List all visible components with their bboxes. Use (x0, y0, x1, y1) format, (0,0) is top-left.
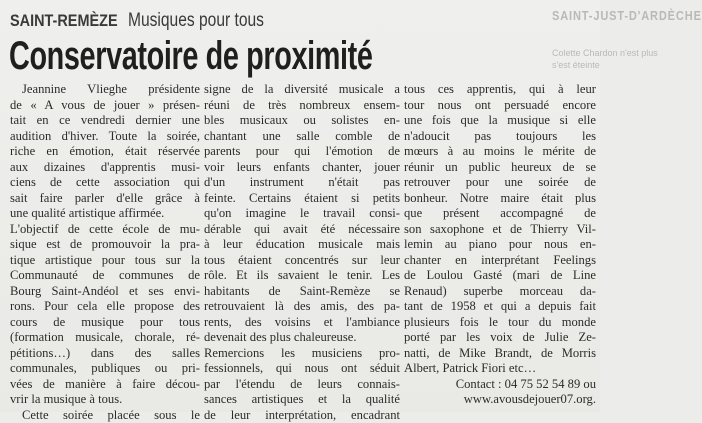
article-kicker (10, 10, 294, 32)
article-text-line: que présent accompagné de (404, 206, 596, 222)
article-column-1 (10, 82, 200, 423)
article-text-line: www.avousdejouer07.org. (404, 392, 596, 408)
article-text-line: retrouvaient là des amis, des pa- (204, 299, 400, 315)
article-text-line: retrouver pour une soirée de (404, 175, 596, 191)
article-text-line: habitants de Saint-Remèze se (204, 284, 400, 300)
article-text-line: de Loulou Gasté (mari de Line (404, 268, 596, 284)
article-text-line: d'un instrument n'était pas (204, 175, 400, 191)
article-text-line: réuni de très nombreux ensem- (204, 98, 400, 114)
article-text-line: à leur éducation musicale mais (204, 237, 400, 253)
article-text-line: qu'on imagine le travail consi- (204, 206, 400, 222)
article-text-line: bonheur. Notre maire était plus (404, 191, 596, 207)
article-text-line: Communauté de communes de (10, 268, 200, 284)
article-text-line: Remercions les musiciens pro- (204, 346, 400, 362)
article-text-line: mœurs à au moins le mérite de (404, 144, 596, 160)
article-column-3 (404, 82, 596, 408)
article-text-line: cours de musique pour tous (10, 315, 200, 331)
article-text-line: Renaud) superbe morceau da- (404, 284, 596, 300)
article-text-line: sique est de promouvoir la pra- (10, 237, 200, 253)
article-text-line: audition d'hiver. Toute la soirée, (10, 129, 200, 145)
article-text-line: porté par les voix de Julie Ze- (404, 330, 596, 346)
article-text-line: ciens de cette association qui (10, 175, 200, 191)
article-headline: Conservatoire de proximité (9, 34, 373, 78)
article-text-line: de « A vous de jouer » présen- (10, 98, 200, 114)
article-text-line: pétitions…) dans des salles (10, 346, 200, 362)
article-text-line: voir leurs enfants chanter, jouer (204, 160, 400, 176)
article-text-line: feinte. Certains étaient si petits (204, 191, 400, 207)
article-text-line: tant de 1958 et qui a depuis fait (404, 299, 596, 315)
article-text-line: une qualité artistique affirmée. (10, 206, 200, 222)
article-text-line: bles musicaux ou solistes en- (204, 113, 400, 129)
article-text-line: riche en émotion, était réservée (10, 144, 200, 160)
article-text-line: aux dizaines d'apprentis musi- (10, 160, 200, 176)
article-text-line: plusieurs fois le tour du monde (404, 315, 596, 331)
neighbouring-article-bleed (548, 0, 608, 80)
article-text-line: son saxophone et de Thierry Vil- (404, 222, 596, 238)
article-text-line: chanter en interprétant Feelings (404, 253, 596, 269)
article-text-line: Albert, Patrick Fiori etc… (404, 361, 596, 377)
article-text-line: Cette soirée placée sous le (10, 408, 200, 423)
article-text-line: sances artistiques et la qualité (204, 392, 400, 408)
article-text-line: rôle. Et ils savaient le tenir. Les (204, 268, 400, 284)
article-text-line: une fois que la musique si elle (404, 113, 596, 129)
article-text-line: devenait des plus chaleureuse. (204, 330, 400, 346)
article-text-line: Contact : 04 75 52 54 89 ou (404, 377, 596, 393)
article-text-line: par l'étendu de leurs connais- (204, 377, 400, 393)
neighbouring-article-line: Colette Chardon n'est plus (552, 48, 658, 58)
article-text-line: natti, de Mike Brandt, de Morris (404, 346, 596, 362)
article-text-line: vées de manière à faire décou- (10, 377, 200, 393)
article-text-line: sait faire parler d'elle grâce à (10, 191, 200, 207)
article-text-line: communales, publiques ou pri- (10, 361, 200, 377)
neighbouring-article-line: s'est éteinte (552, 60, 600, 70)
article-text-line: tous étaient concentrés sur leur (204, 253, 400, 269)
article-text-line: rents, des voisins et l'ambiance (204, 315, 400, 331)
article-text-line: tour nous ont persuadé encore (404, 98, 596, 114)
article-text-line: lemin au piano pour nous en- (404, 237, 596, 253)
article-text-line: fessionnels, qui nous ont séduit (204, 361, 400, 377)
article-text-line: Bourg Saint-Andéol et ses envi- (10, 284, 200, 300)
article-text-line: dérable qui avait été nécessaire (204, 222, 400, 238)
kicker-rubric: Musiques pour tous (128, 10, 264, 32)
article-text-line: réunir un public heureux de se (404, 160, 596, 176)
article-text-line: tique artistique pour tous sur la (10, 253, 200, 269)
article-text-line: chantant une salle comble de (204, 129, 400, 145)
article-text-line: tait en ce vendredi dernier une (10, 113, 200, 129)
neighbouring-article-title: SAINT-JUST-D'ARDÈCHE (552, 8, 702, 23)
article-text-line: L'objectif de cette école de mu- (10, 222, 200, 238)
article-text-line: tous ces apprentis, qui à leur (404, 82, 596, 98)
article-text-line: de leur interprétation, encadrant (204, 408, 400, 423)
article-text-line: (formation musicale, chorale, ré- (10, 330, 200, 346)
article-text-line: signe de la diversité musicale a (204, 82, 400, 98)
article-text-line: parents pour qui l'émotion de (204, 144, 400, 160)
article-column-2 (204, 82, 400, 423)
article-text-line: n'adoucit pas toujours les (404, 129, 596, 145)
article-text-line: vrir la musique à tous. (10, 392, 200, 408)
kicker-town: SAINT-REMÈZE (10, 10, 110, 32)
article-text-line: rons. Pour cela elle propose des (10, 299, 200, 315)
article-text-line: Jeannine Vlieghe présidente (10, 82, 200, 98)
